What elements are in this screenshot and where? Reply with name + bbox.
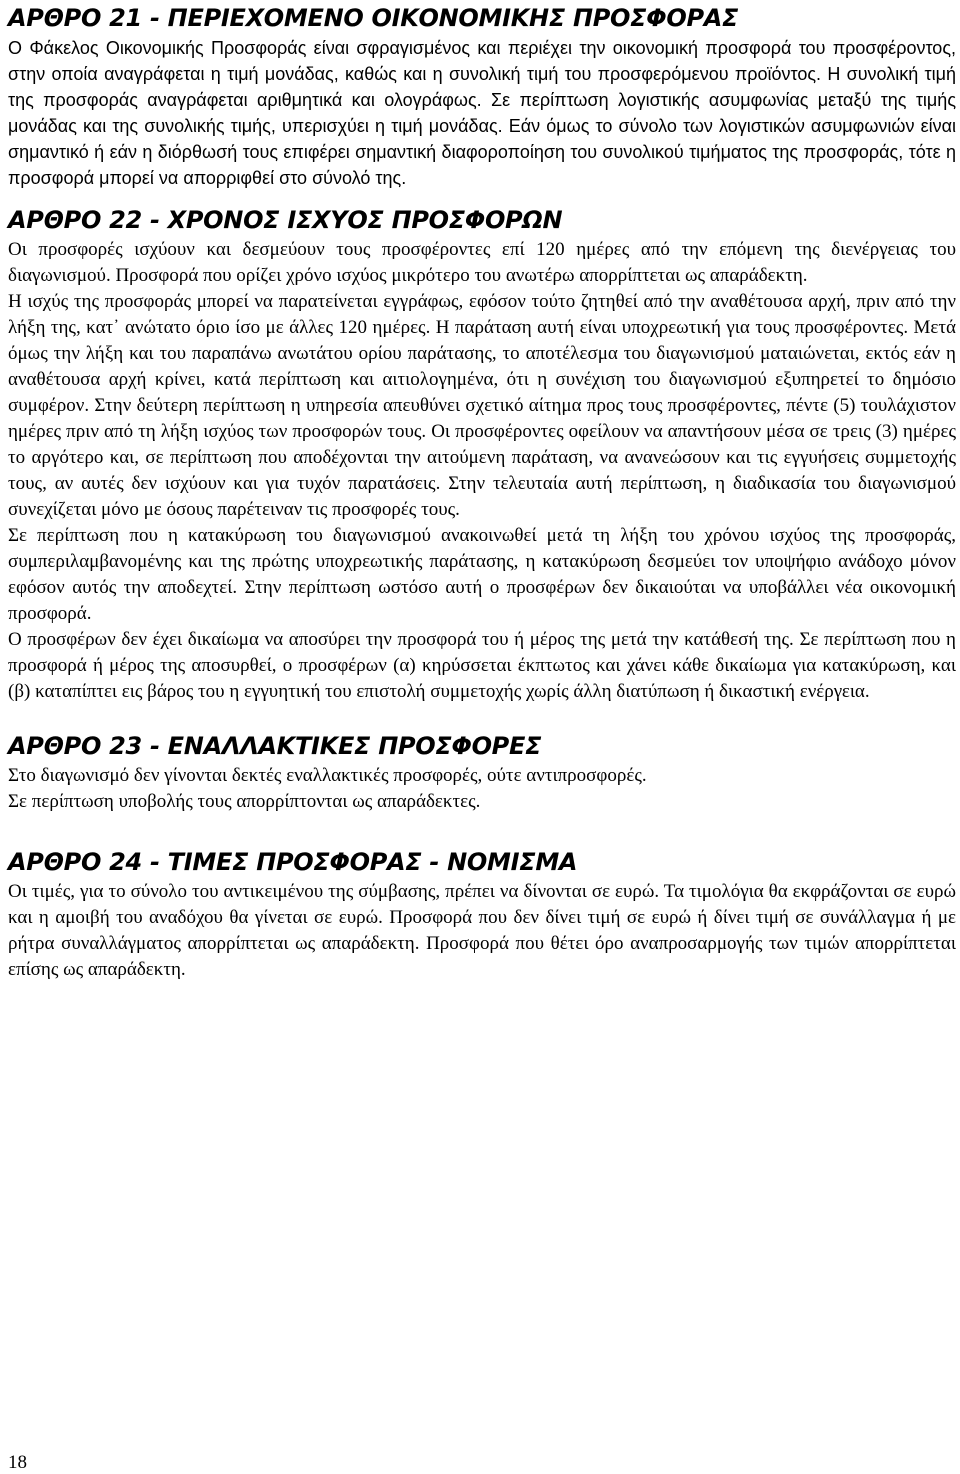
article-24-heading: ΑΡΘΡΟ 24 - ΤΙΜΕΣ ΠΡΟΣΦΟΡΑΣ - ΝΟΜΙΣΜΑ bbox=[8, 848, 578, 876]
document-page bbox=[8, 0, 956, 983]
article-23-heading: ΑΡΘΡΟ 23 - ΕΝΑΛΛΑΚΤΙΚΕΣ ΠΡΟΣΦΟΡΕΣ bbox=[8, 732, 542, 760]
article-24-paragraph-1: Οι τιμές, για το σύνολο του αντικειμένου της σύμβασης, πρέπει να δίνονται σε ευρώ. Τα τιμολόγια θα εκφράζονται σε ευρώ και η αμοιβή του αναδόχου θα γίνεται σε ευρώ. Προσφορά που δεν δίνει τιμή σε ευρώ ή δίνει τιμή σε συνάλλαγμα ή με ρήτρα συναλλάγματος απορρίπτεται ως απαράδεκτη. Προσφορά που θέτει όρο αναπροσαρμογής των τιμών απορρίπτεται επίσης ως απαράδεκτη. bbox=[8, 881, 956, 980]
article-23-paragraph-1: Στο διαγωνισμό δεν γίνονται δεκτές εναλλακτικές προσφορές, ούτε αντιπροσφορές. bbox=[8, 765, 647, 786]
article-24-section bbox=[8, 845, 956, 983]
article-21-paragraph-1: Ο Φάκελος Οικονομικής Προσφοράς είναι σφραγισμένος και περιέχει την οικονομική προσφορά του προσφέροντος, στην οποία αναγράφεται η τιμή μονάδας, καθώς και η συνολική τιμή του προσφερόμενου προϊόντος. Η συνολική τιμή της προσφοράς αναγράφεται αριθμητικά και ολογράφως. Σε περίπτωση λογιστικής ασυμφωνίας μεταξύ της τιμής μονάδας και της συνολικής τιμής, υπερισχύει η τιμή μονάδας. Εάν όμως το σύνολο των λογιστικών ασυμφωνιών είναι σημαντικό ή εάν η διόρθωσή τους επιφέρει σημαντική διαφοροποίηση του συνολικού τιμήματος της προσφοράς, τότε η προσφορά μπορεί να απορριφθεί στο σύνολό της. bbox=[8, 38, 956, 188]
article-21-heading: ΑΡΘΡΟ 21 - ΠΕΡΙΕΧΟΜΕΝΟ ΟΙΚΟΝΟΜΙΚΗΣ ΠΡΟΣΦΟΡΑΣ bbox=[8, 4, 739, 32]
article-21-section bbox=[8, 1, 956, 191]
article-23-paragraph-2: Σε περίπτωση υποβολής τους απορρίπτονται ως απαράδεκτες. bbox=[8, 791, 481, 812]
article-22-paragraph-4: Ο προσφέρων δεν έχει δικαίωμα να αποσύρει την προσφορά του ή μέρος της μετά την κατάθεσή της. Σε περίπτωση που η προσφορά ή μέρος της αποσυρθεί, ο προσφέρων (α) κηρύσσεται έκπτωτος και χάνει κάθε δικαίωμα για κατακύρωση, και (β) καταπίπτει εις βάρος του η εγγυητική του επιστολή συμμετοχής χωρίς άλλη διατύπωση ή δικαστική ενέργεια. bbox=[8, 629, 956, 702]
page-number: 18 bbox=[8, 1452, 27, 1473]
article-22-paragraph-1: Οι προσφορές ισχύουν και δεσμεύουν τους προσφέροντες επί 120 ημέρες από την επόμενη της διενέργειας του διαγωνισμού. Προσφορά που ορίζει χρόνο ισχύος μικρότερο του ανωτέρω απορρίπτεται ως απαράδεκτη. bbox=[8, 239, 956, 286]
article-23-section bbox=[8, 729, 956, 815]
article-22-paragraph-3: Σε περίπτωση που η κατακύρωση του διαγωνισμού ανακοινωθεί μετά τη λήξη του χρόνου ισχύος της προσφοράς, συμπεριλαμβανομένης και της πρώτης υποχρεωτικής παράτασης, η κατακύρωση δεσμεύει τον υποψήφιο ανάδοχο μόνον εφόσον αυτός την αποδεχτεί. Στην περίπτωση ωστόσο αυτή ο προσφέρων δεν δικαιούται να υποβάλλει νέα οικονομική προσφορά. bbox=[8, 525, 956, 624]
article-22-heading: ΑΡΘΡΟ 22 - ΧΡΟΝΟΣ ΙΣΧΥΟΣ ΠΡΟΣΦΟΡΩΝ bbox=[8, 206, 563, 234]
article-22-section bbox=[8, 203, 956, 705]
article-22-paragraph-2: Η ισχύς της προσφοράς μπορεί να παρατείνεται εγγράφως, εφόσον τούτο ζητηθεί από την αναθέτουσα αρχή, πριν από την λήξη της, κατ᾽ ανώτατο όριο ίσο με άλλες 120 ημέρες. Η παράταση αυτή είναι υποχρεωτική για τους προσφέροντες. Μετά όμως την λήξη και του παραπάνω ανωτάτου ορίου παράτασης, το αποτέλεσμα του διαγωνισμού ματαιώνεται, εκτός εάν η αναθέτουσα αρχή κρίνει, κατά περίπτωση και αιτιολογημένα, ότι η συνέχιση του διαγωνισμού εξυπηρετεί το δημόσιο συμφέρον. Στην δεύτερη περίπτωση η υπηρεσία απευθύνει σχετικό αίτημα προς τους προσφέροντες, πέντε (5) τουλάχιστον ημέρες πριν από τη λήξη ισχύος των προσφορών τους. Οι προσφέροντες οφείλουν να απαντήσουν μέσα σε τρεις (3) ημέρες το αργότερο και, σε περίπτωση που αποδέχονται την αιτούμενη παράταση, να ανανεώσουν και τις εγγυήσεις συμμετοχής τους, αν αυτές δεν ισχύουν και για τυχόν παρατάσεις. Στην τελευταία αυτή περίπτωση, η διαδικασία του διαγωνισμού συνεχίζεται μόνο με όσους παρέτειναν τις προσφορές τους. bbox=[8, 291, 956, 520]
